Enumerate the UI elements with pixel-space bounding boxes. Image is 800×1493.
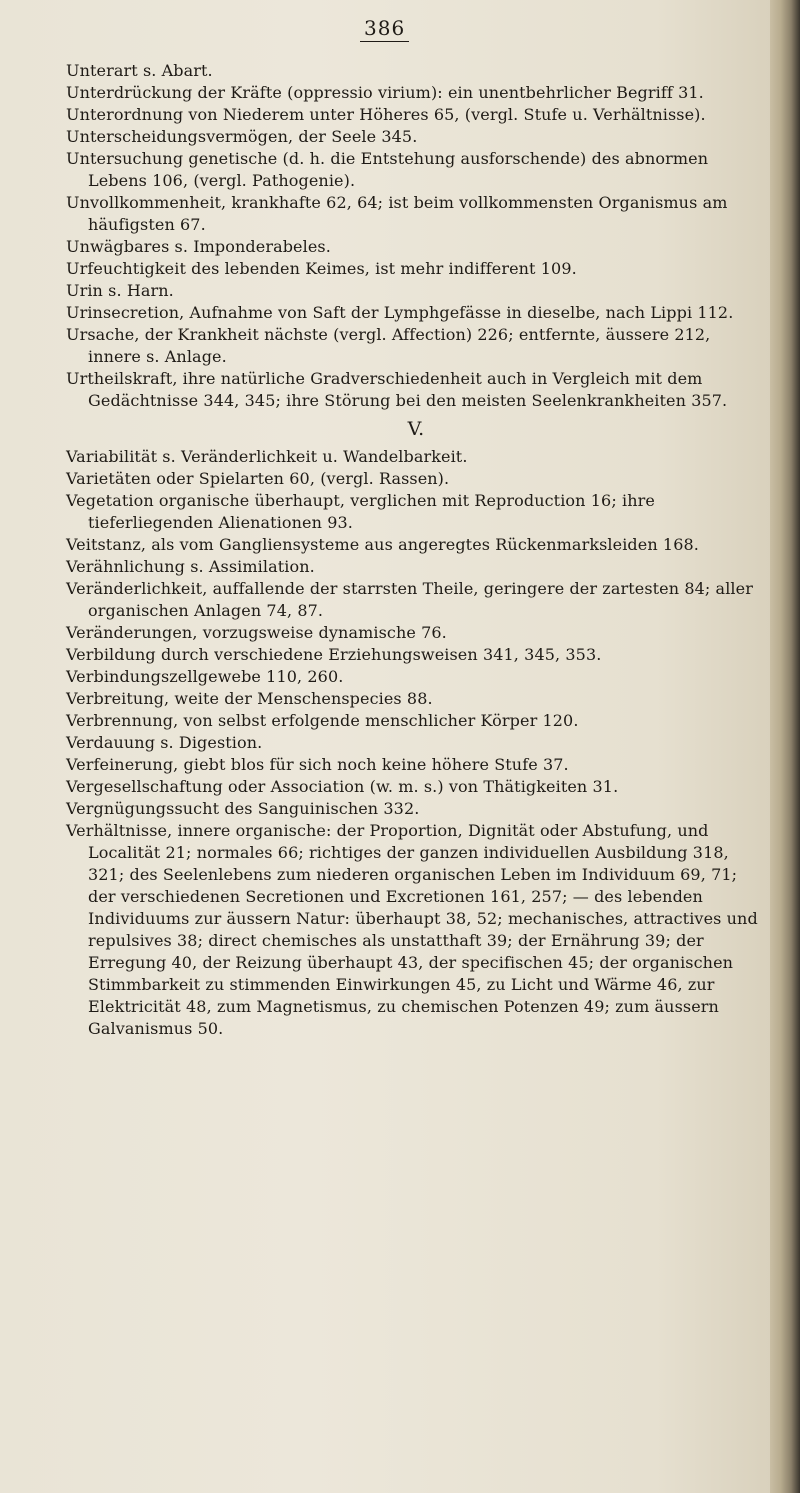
index-entry: Veränderlichkeit, auffallende der starrsten Theile, geringere der zartesten 84; aller organischen Anlagen 74, 87. — [66, 579, 753, 620]
index-entries — [66, 60, 766, 1040]
index-entry: Verhältnisse, innere organische: der Proportion, Dignität oder Abstufung, und Localität 21; normales 66; richtiges der ganzen individuellen Ausbildung 318, 321; des Seelenlebens zum niederen organischen Leben im Individuum 69, 71; der verschiedenen Secretionen und Excretionen 161, 257; — des lebenden Individuums zur äussern Natur: überhaupt 38, 52; mechanisches, attractives und repulsives 38; direct chemisches als unstatthaft 39; der Ernährung 39; der Erregung 40, der Reizung überhaupt 43, der specifischen 45; der organischen Stimmbarkeit zu stimmenden Einwirkungen 45, zu Licht und Wärme 46, zur Elektricität 48, zum Magnetismus, zu chemischen Potenzen 49; zum äussern Galvanismus 50. — [66, 821, 758, 1038]
index-entry: Urtheilskraft, ihre natürliche Gradverschiedenheit auch in Vergleich mit dem Gedächtnisse 344, 345; ihre Störung bei den meisten Seelenkrankheiten 357. — [66, 369, 728, 410]
index-entry: Urin s. Harn. — [66, 281, 174, 300]
index-entry: Untersuchung genetische (d. h. die Entstehung ausforschende) des abnormen Lebens 106, (vergl. Pathogenie). — [66, 149, 709, 190]
index-entry: Variabilität s. Veränderlichkeit u. Wandelbarkeit. — [66, 447, 468, 466]
index-entry: Ursache, der Krankheit nächste (vergl. Affection) 226; entfernte, äussere 212, innere s. Anlage. — [66, 325, 711, 366]
index-entry: Unwägbares s. Imponderabeles. — [66, 237, 331, 256]
index-entry: Verbrennung, von selbst erfolgende menschlicher Körper 120. — [66, 711, 579, 730]
index-entry: Unterart s. Abart. — [66, 61, 213, 80]
page-edge — [770, 0, 800, 1493]
index-entry: Urinsecretion, Aufnahme von Saft der Lymphgefässe in dieselbe, nach Lippi 112. — [66, 303, 734, 322]
index-entry: Veitstanz, als vom Gangliensysteme aus angeregtes Rückenmarksleiden 168. — [66, 535, 699, 554]
index-entry: Verbildung durch verschiedene Erziehungsweisen 341, 345, 353. — [66, 645, 602, 664]
index-entry: Varietäten oder Spielarten 60, (vergl. Rassen). — [66, 469, 450, 488]
index-entry: Veränderungen, vorzugsweise dynamische 76. — [66, 623, 447, 642]
index-entry: Vergnügungssucht des Sanguinischen 332. — [66, 799, 420, 818]
index-entry: Verähnlichung s. Assimilation. — [66, 557, 315, 576]
index-entry: Unterordnung von Niederem unter Höheres 65, (vergl. Stufe u. Verhältnisse). — [66, 105, 706, 124]
index-entry: Unterscheidungsvermögen, der Seele 345. — [66, 127, 418, 146]
index-entry: Verdauung s. Digestion. — [66, 733, 263, 752]
page-number: 386 — [360, 16, 409, 42]
index-entry: Vergesellschaftung oder Association (w. m. s.) von Thätigkeiten 31. — [66, 777, 619, 796]
index-entry: Unterdrückung der Kräfte (oppressio virium): ein unentbehrlicher Begriff 31. — [66, 83, 704, 102]
index-entry: Verbreitung, weite der Menschenspecies 88. — [66, 689, 433, 708]
section-letter: V. — [407, 418, 425, 440]
index-entry: Verfeinerung, giebt blos für sich noch keine höhere Stufe 37. — [66, 755, 569, 774]
index-entry: Verbindungszellgewebe 110, 260. — [66, 667, 344, 686]
index-entry: Vegetation organische überhaupt, verglichen mit Reproduction 16; ihre tieferliegenden Alienationen 93. — [66, 491, 655, 532]
index-entry: Unvollkommenheit, krankhafte 62, 64; ist beim vollkommensten Organismus am häufigsten 67. — [66, 193, 728, 234]
index-entry: Urfeuchtigkeit des lebenden Keimes, ist mehr indifferent 109. — [66, 259, 577, 278]
